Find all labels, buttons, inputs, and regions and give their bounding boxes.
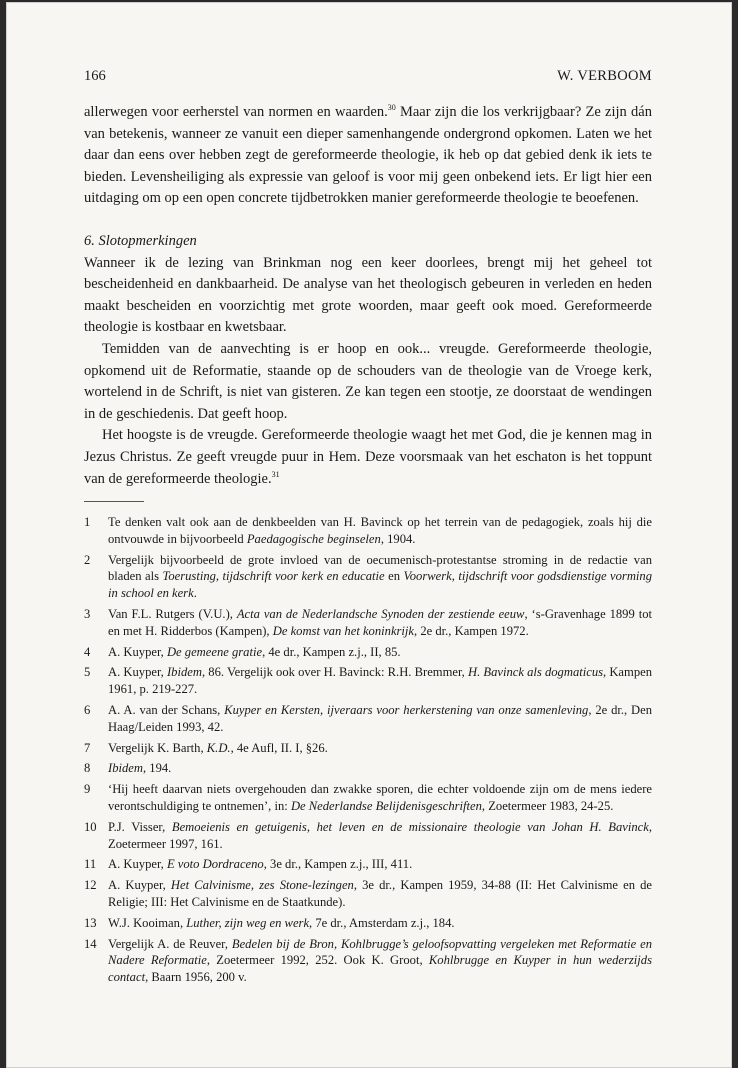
footnote-number: 10 (84, 819, 97, 834)
footnote-item (84, 856, 652, 873)
footnote-text (108, 702, 652, 736)
footnote-ref-30: 30 (387, 103, 396, 113)
footnote-number: 9 (84, 782, 91, 797)
footnote-title: Ibidem (166, 665, 202, 680)
continuation-text-a: allerwegen voor eerherstel van normen en waarden. (84, 104, 388, 120)
footnote-text (108, 740, 652, 757)
footnote-run: , Kampen 1961, p. 219-227. (108, 665, 653, 697)
footnote-number: 6 (84, 703, 91, 718)
footnote-number: 13 (84, 915, 97, 930)
footnote-run: Vergelijk bijvoorbeeld de grote invloed van de oecumenisch-protestantse stroming in de redactie van bladen als (108, 552, 652, 584)
footnote-divider (84, 501, 144, 502)
footnote-item (84, 702, 652, 736)
footnote-item (84, 781, 652, 815)
footnote-run: , 86. Vergelijk ook over H. Bavinck: R.H. Bremmer, (201, 665, 468, 680)
footnote-title: Kohlbrugge en Kuyper in hun wederzijds contact (108, 953, 652, 985)
footnote-run: , Zoetermeer 1997, 161. (108, 819, 652, 851)
footnote-run: , 2e dr., Kampen 1972. (414, 623, 529, 638)
footnote-run: A. Kuyper, (108, 644, 167, 659)
body-text (84, 102, 652, 990)
footnote-title: Luther, zijn weg en werk (186, 915, 310, 930)
footnote-title: De gemeene gratie (166, 644, 263, 659)
footnote-run: , Zoetermeer 1992, 252. Ook K. Groot, (206, 953, 429, 968)
footnote-text (108, 514, 652, 548)
footnote-run: . (193, 586, 197, 601)
footnote-run: , Zoetermeer 1983, 24-25. (481, 799, 614, 814)
book-page (6, 2, 732, 1068)
footnote-run: , 194. (142, 761, 172, 776)
footnote-title: Bemoeienis en getuigenis, het leven en de missionaire theologie van Johan H. Bavinck (171, 819, 649, 834)
footnote-run: , 3e dr., Kampen z.j., III, 411. (263, 857, 413, 872)
footnote-run: A. A. van der Schans, (108, 703, 225, 718)
footnote-item (84, 644, 652, 661)
footnote-run: Te denken valt ook aan de denkbeelden van H. Bavinck op het terrein van de pedagogiek, zoals hij die ontvouwde in bijvoorbeeld (108, 515, 652, 546)
footnote-number: 11 (84, 857, 97, 872)
footnote-text (108, 856, 652, 873)
footnote-item (84, 819, 652, 853)
footnote-item (84, 936, 652, 986)
footnote-run: A. Kuyper, (108, 878, 171, 893)
footnote-run: , 7e dr., Amsterdam z.j., 184. (309, 915, 455, 930)
footnote-number: 5 (84, 665, 91, 680)
section-heading: 6. Slotopmerkingen (84, 232, 197, 249)
footnote-text (108, 552, 652, 602)
footnote-item (84, 514, 652, 548)
footnote-run: W.J. Kooiman, (108, 915, 187, 930)
footnote-run: Vergelijk K. Barth, (108, 740, 207, 755)
footnote-title: Paedagogische beginselen (246, 531, 381, 546)
section-paragraph-2: Temidden van de aanvechting is er hoop en ook... vreugde. Gereformeerde theologie, opkomend uit de Reformatie, staande op de schouders van de theologie van de Vroege kerk, wortelend in de Schrift, is niet van gisteren. Ze kan tegen een stootje, ze doorstaat de wendingen in de geschiedenis. Dat geeft hoop. (84, 340, 652, 422)
footnote-text (108, 606, 652, 640)
footnote-text (108, 664, 652, 698)
section-paragraph-1: Wanneer ik de lezing van Brinkman nog een keer doorlees, brengt mij het geheel tot bescheidenheid en dankbaarheid. De analyse van het theologisch gebeuren in verleden en heden maakt bescheiden en voorzichtig met grote woorden, maar geeft ook moed. Gereformeerde theologie is kostbaar en kwetsbaar. (84, 254, 652, 336)
footnote-item (84, 606, 652, 640)
footnote-text (108, 877, 652, 911)
page-number: 166 (84, 68, 106, 84)
running-head-author: W. VERBOOM (557, 68, 652, 84)
footnote-item (84, 740, 652, 757)
footnote-run: , 2e dr., Den Haag/Leiden 1993, 42. (108, 703, 653, 734)
footnote-number: 7 (84, 740, 91, 755)
footnote-number: 8 (84, 761, 91, 776)
footnote-number: 3 (84, 607, 91, 622)
section-paragraph-3-text: Het hoogste is de vreugde. Gereformeerde theologie waagt het met God, die je kennen mag in Jezus Christus. Ze geeft vreugde puur in Hem. Deze voorsmaak van het eschaton is het toppunt van de gereformeerde theologie. (84, 427, 652, 487)
footnote-text (108, 781, 652, 815)
continuation-text-b: Maar zijn die los verkrijgbaar? Ze zijn dán van betekenis, wanneer ze vanuit een dieper samenhangende ondergrond opkomen. Laten we het daar dan eens over hebben zegt de gereformeerde theologie, ik heb op dat gebied denk ik iets te bieden. Levensheiliging als expressie van geloof is voor mij geen onbekend iets. Er ligt hier een uitdaging om op een open concrete tijdbetrokken manier gereformeerde theologie te beoefenen. (84, 104, 652, 207)
footnote-item (84, 760, 652, 777)
running-header (84, 68, 652, 85)
section-paragraph-3 (84, 425, 652, 490)
footnote-item (84, 552, 652, 602)
footnote-number: 1 (84, 515, 91, 530)
continuation-paragraph (84, 102, 652, 210)
footnote-item (84, 877, 652, 911)
footnote-run: ‘Hij heeft daarvan niets overgehouden dan zwakke sporen, die echter voldoende zijn om de mens iedere verontschuldiging te ontnemen’, in: (108, 782, 652, 814)
footnote-text (108, 915, 652, 932)
footnote-title: Acta van de Nederlandsche Synoden der zestiende eeuw (236, 607, 525, 622)
footnote-run: Vergelijk A. de Reuver, (108, 936, 232, 951)
footnote-run: , 4e Aufl, II. I, §26. (230, 740, 328, 755)
footnote-number: 4 (84, 644, 91, 659)
footnote-title: H. Bavinck als dogmaticus (467, 665, 604, 680)
footnote-ref-31: 31 (271, 469, 280, 479)
footnote-run: , 1904. (380, 531, 416, 546)
footnote-item (84, 664, 652, 698)
footnote-run: A. Kuyper, (108, 857, 167, 872)
footnote-title: K.D. (206, 740, 231, 755)
footnote-text (108, 936, 652, 986)
footnote-title: Voorwerk, tijdschrift voor godsdienstige vorming in school en kerk (108, 569, 653, 601)
footnote-title: Bedelen bij de Bron, Kohlbrugge’s geloofsopvatting vergeleken met Reformatie en Nadere Reformatie (108, 936, 653, 968)
footnote-run: , ‘s-Gravenhage 1899 tot en met H. Ridderbos (Kampen), (108, 607, 652, 638)
footnote-title: De komst van het koninkrijk (272, 623, 415, 638)
footnote-text (108, 760, 652, 777)
footnote-text (108, 819, 652, 853)
footnote-run: , 4e dr., Kampen z.j., II, 85. (262, 644, 401, 659)
footnote-title: Toerusting, tijdschrift voor kerk en educatie (162, 569, 385, 584)
footnote-run: Van F.L. Rutgers (V.U.), (108, 607, 237, 622)
footnote-title: De Nederlandse Belijdenisgeschriften (290, 799, 482, 814)
footnote-number: 14 (84, 936, 97, 951)
footnote-title: Kuyper en Kersten, ijveraars voor herkerstening van onze samenleving (224, 703, 589, 718)
footnote-text (108, 644, 652, 661)
footnote-run: A. Kuyper, (108, 665, 167, 680)
footnotes (84, 514, 652, 986)
footnote-run: en (384, 569, 404, 584)
footnote-number: 2 (84, 552, 91, 567)
footnote-title: Ibidem (108, 761, 143, 776)
footnote-item (84, 915, 652, 932)
footnote-title: E voto Dordraceno (166, 857, 264, 872)
footnote-number: 12 (84, 878, 97, 893)
footnote-run: , Baarn 1956, 200 v. (145, 970, 247, 985)
footnote-run: , 3e dr., Kampen 1959, 34-88 (II: Het Calvinisme en de Religie; III: Het Calvinisme en de Staatkunde). (108, 878, 653, 910)
footnote-run: P.J. Visser, (108, 819, 172, 834)
footnote-title: Het Calvinisme, zes Stone-lezingen (170, 878, 354, 893)
